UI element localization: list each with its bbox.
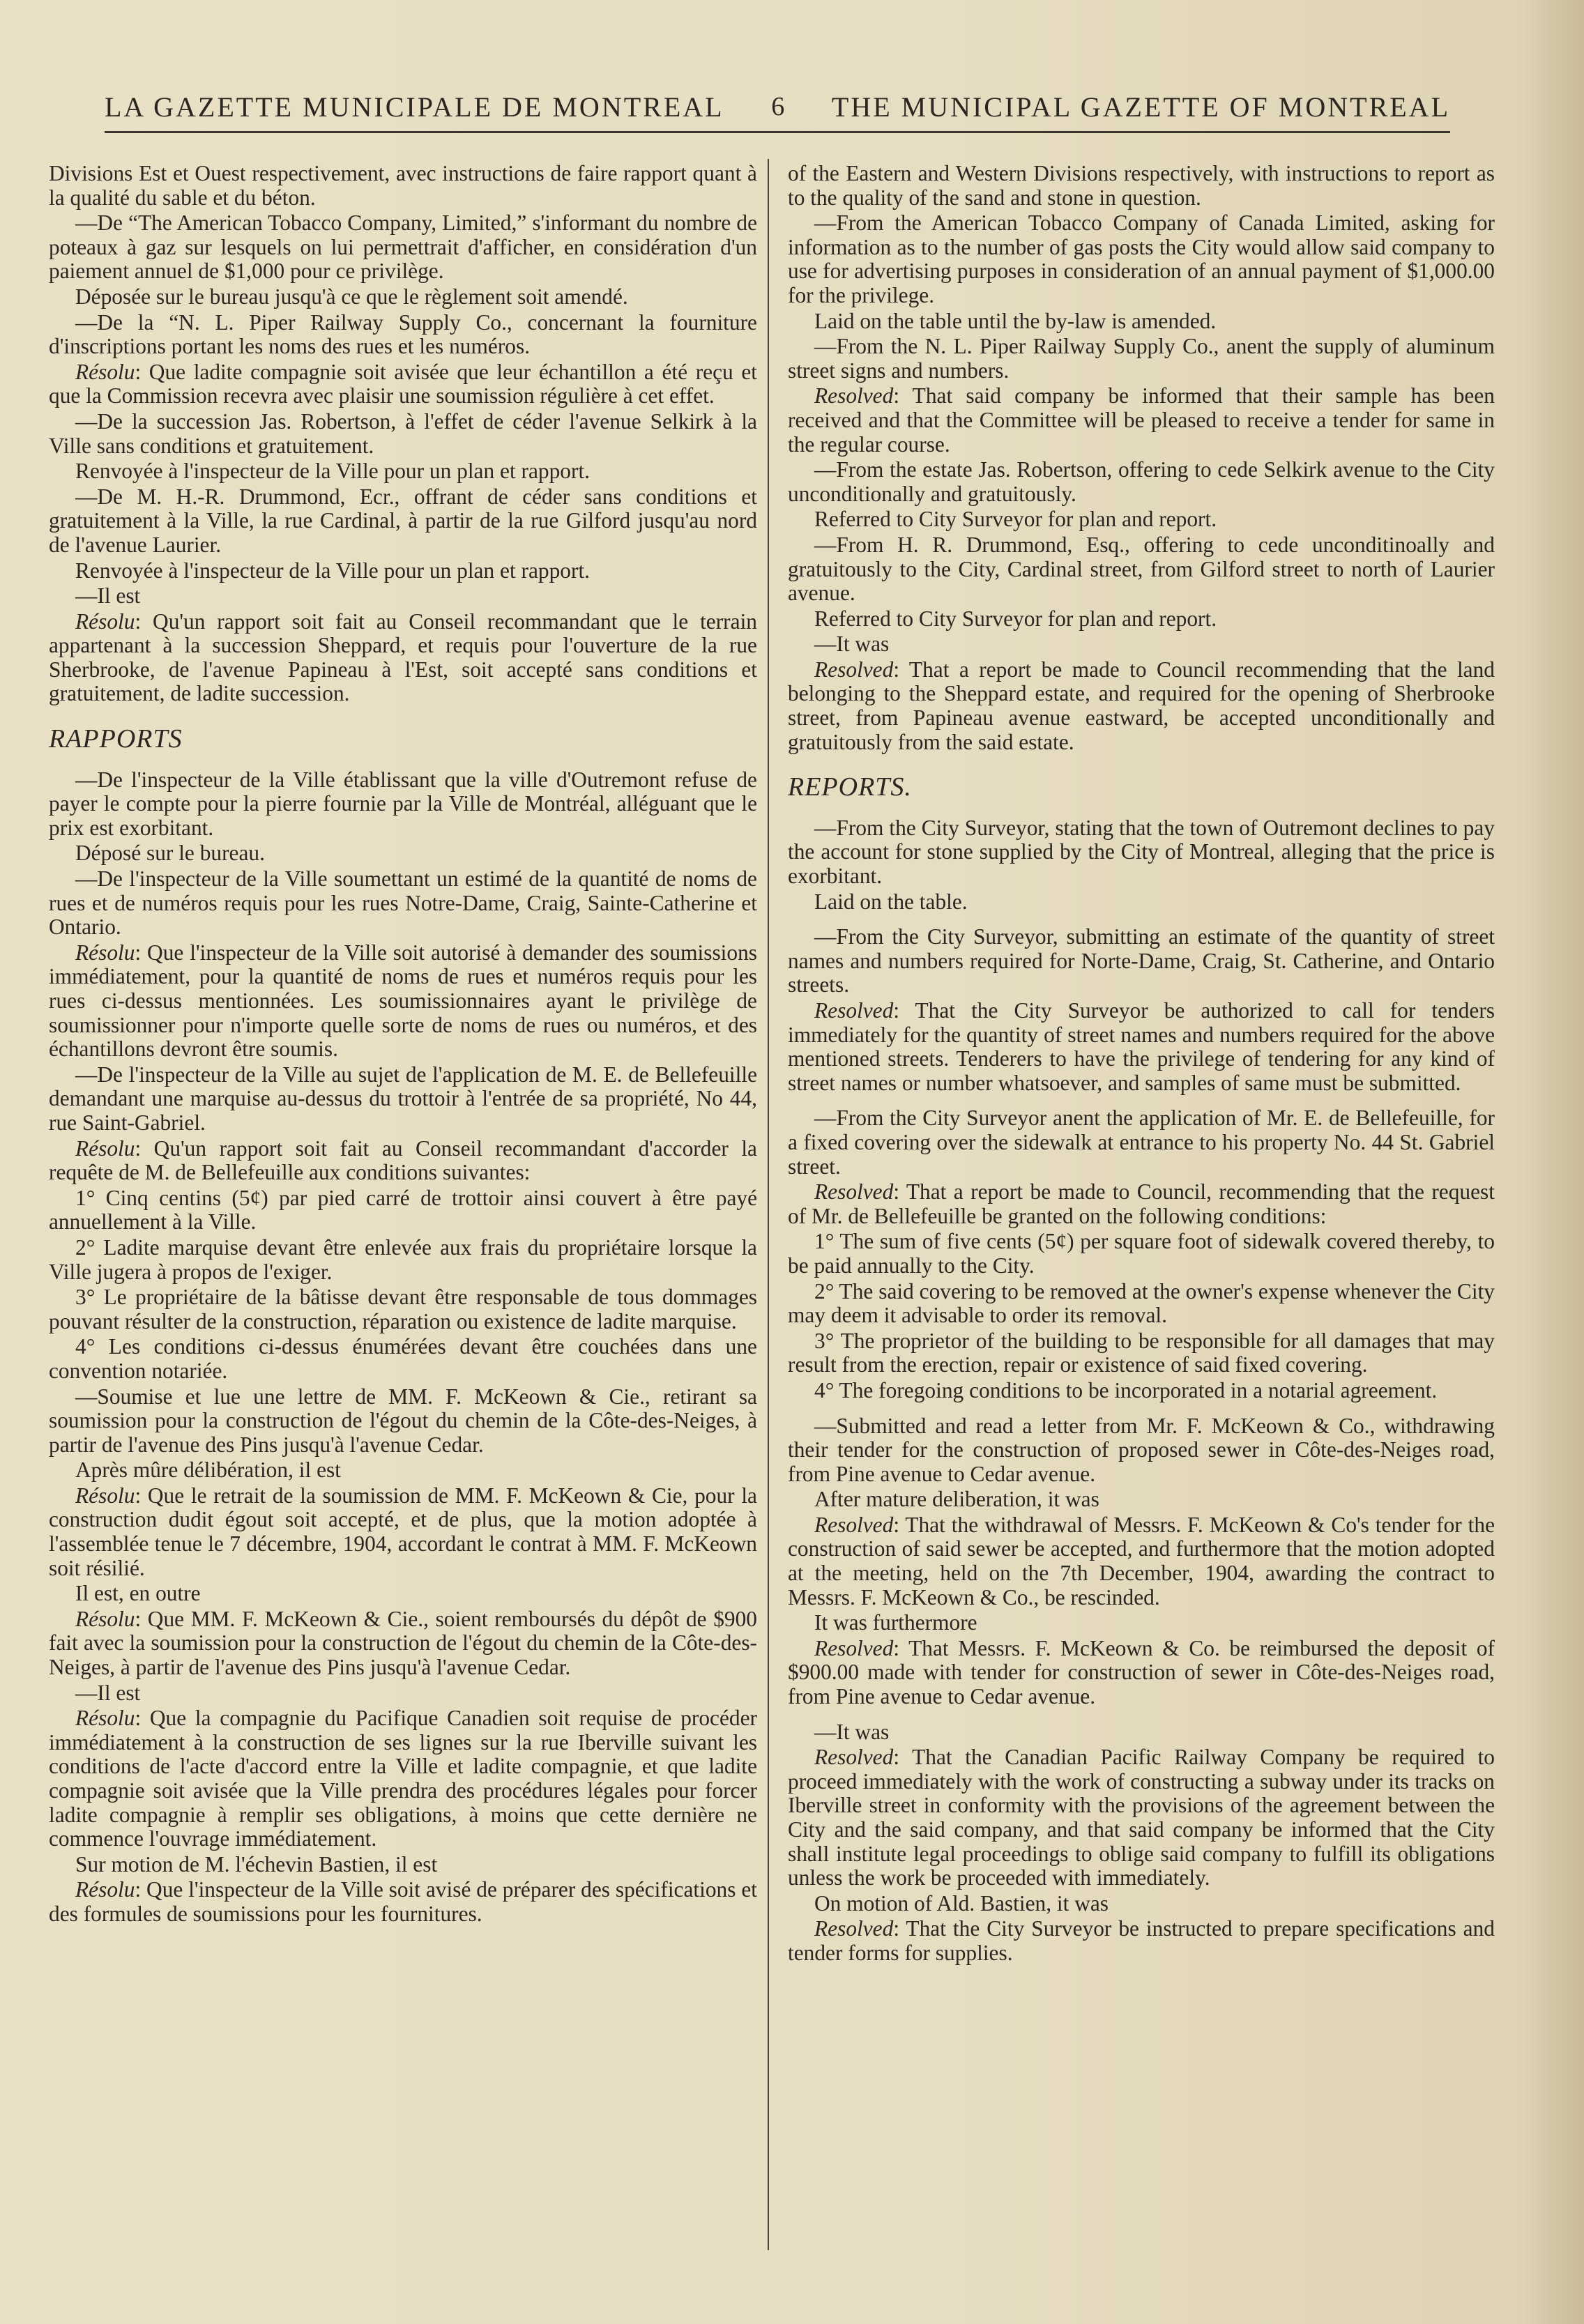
paragraph: of the Eastern and Western Divisions respectively, with instructions to report as to the quality of the sand and stone in question. — [788, 161, 1495, 210]
paragraph: —Soumise et lue une lettre de MM. F. McKeown & Cie., retirant sa soumission pour la construction de l'égout du chemin de la Côte-des-Neiges, à partir de l'avenue des Pins jusqu'à l'avenue Cedar. — [49, 1384, 757, 1457]
resolution-label: Résolu — [75, 1877, 135, 1902]
resolution-label: Resolved — [814, 998, 894, 1023]
resolution-text: : Que ladite compagnie soit avisée que leur échantillon a été reçu et que la Commission recevra avec plaisir une soumission régulière à cet effet. — [49, 359, 757, 408]
paragraph: —From H. R. Drummond, Esq., offering to cede unconditinoally and gratuitously to the City, Cardinal street, from Gilford street to north of Laurier avenue. — [788, 532, 1495, 606]
resolution-text: : Que l'inspecteur de la Ville soit avisé de préparer des spécifications et des formules de soumissions pour les fournitures. — [49, 1877, 757, 1926]
resolution-text: : That Messrs. F. McKeown & Co. be reimbursed the deposit of $900.00 made with tender for construction of sewer in Côte-des-Neiges road, from Pine avenue to Cedar avenue. — [788, 1635, 1495, 1709]
resolution-text: : That said company be informed that their sample has been received and that the Committee will be pleased to receive a tender for same in the regular course. — [788, 383, 1495, 457]
resolution-text: : That the City Surveyor be authorized to call for tenders immediately for the quantity of street names and numbers required for the above mentioned streets. Tenderers to have the privilege of tendering for any kind of street names or number whatsoever, and samples of same must be submitted. — [788, 998, 1495, 1095]
resolution-paragraph — [788, 1637, 1495, 1709]
french-column — [49, 162, 757, 1928]
paragraph: Déposée sur le bureau jusqu'à ce que le règlement soit amendé. — [75, 284, 628, 309]
resolution-paragraph — [49, 1607, 757, 1680]
resolution-label: Résolu — [75, 1136, 135, 1161]
paragraph: Referred to City Surveyor for plan and report. — [814, 507, 1217, 532]
paragraph: —Submitted and read a letter from Mr. F. McKeown & Co., withdrawing their tender for the construction of proposed sewer in Côte-des-Neiges road, from Pine avenue to Cedar avenue. — [788, 1413, 1495, 1486]
paragraph: —Il est — [75, 583, 141, 609]
paragraph: —From the City Surveyor anent the application of Mr. E. de Bellefeuille, for a fixed covering over the sidewalk at entrance to his property No. 44 St. Gabriel street. — [788, 1106, 1495, 1179]
resolution-paragraph — [788, 658, 1495, 754]
resolution-paragraph — [788, 1180, 1495, 1228]
condition-item: 1° The sum of five cents (5¢) per square foot of sidewalk covered thereby, to be paid annually to the City. — [788, 1229, 1495, 1278]
resolution-paragraph — [49, 1706, 757, 1851]
header-title-french: LA GAZETTE MUNICIPALE DE MONTREAL — [105, 91, 724, 123]
page-number: 6 — [771, 92, 785, 121]
condition-item: 4° Les conditions ci-dessus énumérées devant être couchées dans une convention notariée. — [49, 1334, 757, 1383]
paragraph: Renvoyée à l'inspecteur de la Ville pour un plan et rapport. — [75, 459, 591, 484]
resolution-paragraph — [788, 1745, 1495, 1890]
paragraph: —De l'inspecteur de la Ville établissant que la ville d'Outremont refuse de payer le compte pour la pierre fournie par la Ville de Montréal, alléguant que le prix est exorbitant. — [49, 767, 757, 840]
paragraph: Divisions Est et Ouest respectivement, avec instructions de faire rapport quant à la qualité du sable et du béton. — [49, 161, 757, 210]
resolution-text: : That the City Surveyor be instructed to prepare specifications and tender forms for supplies. — [788, 1916, 1495, 1965]
english-column — [788, 162, 1495, 1967]
resolution-paragraph — [49, 941, 757, 1062]
paragraph: —From the City Surveyor, stating that the town of Outremont declines to pay the account for stone supplied by the City of Montreal, alleging that the price is exorbitant. — [788, 815, 1495, 889]
condition-item: 1° Cinq centins (5¢) par pied carré de trottoir ainsi couvert à être payé annuellement à la Ville. — [49, 1185, 757, 1234]
paragraph: —From the American Tobacco Company of Canada Limited, asking for information as to the number of gas posts the City would allow said company to use for advertising purposes in consideration of an annual payment of $1,000.00 for the privilege. — [788, 211, 1495, 307]
resolution-paragraph — [49, 1137, 757, 1185]
resolution-label: Résolu — [75, 1606, 135, 1631]
resolution-text: : Que le retrait de la soumission de MM. F. McKeown & Cie, pour la construction dudit égout soit accepté, et de plus, que la motion adoptée à l'assemblée tenue le 7 décembre, 1904, accordant le contrat à MM. F. McKeown soit résilié. — [49, 1483, 757, 1580]
resolution-label: Resolved — [814, 383, 894, 408]
resolution-paragraph — [49, 360, 757, 408]
resolution-text: : Que la compagnie du Pacifique Canadien soit requise de procéder immédiatement à la construction de ses lignes sur la rue Iberville suivant les conditions de l'acte d'accord entre la Ville et ladite compagnie, et que ladite compagnie soit avisée que la Ville prendra des procédures légales pour forcer ladite compagnie à remplir ses obligations, à moins que cette dernière ne commence l'ouvrage immédiatement. — [49, 1706, 757, 1851]
paragraph: —De l'inspecteur de la Ville soumettant un estimé de la quantité de noms de rues et de numéros requis pour les rues Notre-Dame, Craig, Sainte-Catherine et Ontario. — [49, 866, 757, 940]
condition-item: 3° The proprietor of the building to be responsible for all damages that may result from the erection, repair or existence of said fixed covering. — [788, 1328, 1495, 1377]
section-heading: REPORTS. — [788, 772, 912, 802]
resolution-label: Résolu — [75, 1483, 135, 1508]
resolution-label: Resolved — [814, 1745, 894, 1770]
resolution-paragraph — [788, 384, 1495, 457]
resolution-label: Résolu — [75, 609, 135, 634]
resolution-paragraph — [49, 610, 757, 706]
paragraph: Sur motion de M. l'échevin Bastien, il est — [75, 1851, 438, 1876]
paragraph: —De M. H.-R. Drummond, Ecr., offrant de céder sans conditions et gratuitement à la Ville, la rue Cardinal, à partir de la rue Gilford jusqu'au nord de l'avenue Laurier. — [49, 484, 757, 557]
running-header — [105, 82, 1450, 133]
paragraph: Referred to City Surveyor for plan and report. — [814, 606, 1217, 631]
paragraph: —De la succession Jas. Robertson, à l'effet de céder l'avenue Selkirk à la Ville sans conditions et gratuitement. — [49, 408, 757, 458]
paragraph: Laid on the table. — [814, 889, 968, 914]
section-heading: RAPPORTS — [49, 724, 183, 754]
resolution-label: Resolved — [814, 1512, 894, 1537]
paragraph: On motion of Ald. Bastien, it was — [814, 1890, 1109, 1916]
column-divider — [768, 159, 769, 2250]
resolution-text: : That the Canadian Pacific Railway Company be required to proceed immediately with the work of constructing a subway under its tracks on Iberville street in conformity with the provisions of the agreement between the City and the said company, and that said company be informed that the City shall institute legal proceedings to oblige said company to fulfill its obligations unless the work be proceeded with immediately. — [788, 1745, 1495, 1890]
header-title-english: THE MUNICIPAL GAZETTE OF MONTREAL — [831, 91, 1450, 123]
resolution-text: : Que MM. F. McKeown & Cie., soient remboursés du dépôt de $900 fait avec la soumission pour la construction de l'égout du chemin de la Côte-des-Neiges, à partir de l'avenue des Pins jusqu'à l'avenue Cedar. — [49, 1606, 757, 1680]
resolution-label: Résolu — [75, 359, 135, 384]
condition-item: 4° The foregoing conditions to be incorporated in a notarial agreement. — [814, 1377, 1438, 1402]
resolution-text: : Qu'un rapport soit fait au Conseil recommandant que le terrain appartenant à la succession Sheppard, et requis pour l'ouverture de la rue Sherbrooke, de l'avenue Papineau à l'Est, soit accepté sans conditions et gratuitement, de ladite succession. — [49, 609, 757, 706]
resolution-label: Resolved — [814, 1179, 894, 1205]
resolution-text: : That a report be made to Council recommending that the land belonging to the Sheppard estate, and required for the opening of Sherbrooke street, from Papineau avenue eastward, be accepted unconditionally and gratuitously from the said estate. — [788, 657, 1495, 754]
paragraph: Après mûre délibération, il est — [75, 1458, 341, 1483]
resolution-text: : That the withdrawal of Messrs. F. McKeown & Co's tender for the construction of said sewer be accepted, and furthermore that the motion adopted at the meeting, held on the 7th December, 1904, awarding the contract to Messrs. F. McKeown & Co., be rescinded. — [788, 1512, 1495, 1610]
resolution-text: : Que l'inspecteur de la Ville soit autorisé à demander des soumissions immédiatement, pour la quantité de noms de rues et numéros requis pour les rues ci-dessus mentionnées. Les soumissionnaires ayant le privilège de soumissionner pour n'importe quelle sorte de noms de rues ou numéros, et des échantillons devront être soumis. — [49, 940, 757, 1062]
paragraph: Il est, en outre — [75, 1581, 201, 1606]
paragraph: —Il est — [75, 1680, 141, 1705]
paragraph: —It was — [814, 632, 890, 657]
paragraph: —De l'inspecteur de la Ville au sujet de l'application de M. E. de Bellefeuille demandant une marquise au-dessus du trottoir à l'entrée de sa propriété, No 44, rue Saint-Gabriel. — [49, 1062, 757, 1135]
paragraph: Déposé sur le bureau. — [75, 841, 265, 866]
paragraph: After mature deliberation, it was — [814, 1487, 1099, 1512]
paragraph: —De “The American Tobacco Company, Limited,” s'informant du nombre de poteaux à gaz sur lesquels on lui permettrait d'afficher, en considération d'un paiement annuel de $1,000 pour ce privilège. — [49, 211, 757, 284]
paragraph: Renvoyée à l'inspecteur de la Ville pour un plan et rapport. — [75, 558, 591, 583]
paragraph: —De la “N. L. Piper Railway Supply Co., concernant la fourniture d'inscriptions portant les noms des rues et les numéros. — [49, 309, 757, 359]
paragraph: —It was — [814, 1719, 890, 1744]
resolution-text: : That a report be made to Council, recommending that the request of Mr. de Bellefeuille be granted on the following conditions: — [788, 1179, 1495, 1228]
resolution-paragraph — [49, 1878, 757, 1926]
paragraph: —From the City Surveyor, submitting an estimate of the quantity of street names and numbers required for Norte-Dame, Craig, St. Catherine, and Ontario streets. — [788, 924, 1495, 997]
resolution-paragraph — [49, 1484, 757, 1580]
resolution-label: Resolved — [814, 657, 894, 682]
resolution-label: Résolu — [75, 940, 135, 965]
paragraph: It was furthermore — [814, 1610, 977, 1635]
paragraph: —From the estate Jas. Robertson, offering to cede Selkirk avenue to the City unconditionally and gratuitously. — [788, 457, 1495, 506]
paragraph: —From the N. L. Piper Railway Supply Co., anent the supply of aluminum street signs and numbers. — [788, 334, 1495, 383]
condition-item: 2° Ladite marquise devant être enlevée aux frais du propriétaire lorsque la Ville jugera à propos de l'exiger. — [49, 1234, 757, 1284]
resolution-paragraph — [788, 999, 1495, 1095]
resolution-label: Résolu — [75, 1706, 135, 1731]
resolution-label: Resolved — [814, 1635, 894, 1660]
condition-item: 3° Le propriétaire de la bâtisse devant être responsable de tous dommages pouvant résulter de la construction, réparation ou existence de ladite marquise. — [49, 1285, 757, 1333]
resolution-text: : Qu'un rapport soit fait au Conseil recommandant d'accorder la requête de M. de Bellefeuille aux conditions suivantes: — [49, 1136, 757, 1185]
resolution-label: Resolved — [814, 1916, 894, 1941]
condition-item: 2° The said covering to be removed at the owner's expense whenever the City may deem it advisable to order its removal. — [788, 1278, 1495, 1328]
resolution-paragraph — [788, 1513, 1495, 1610]
paragraph: Laid on the table until the by-law is amended. — [814, 308, 1217, 333]
resolution-paragraph — [788, 1917, 1495, 1965]
